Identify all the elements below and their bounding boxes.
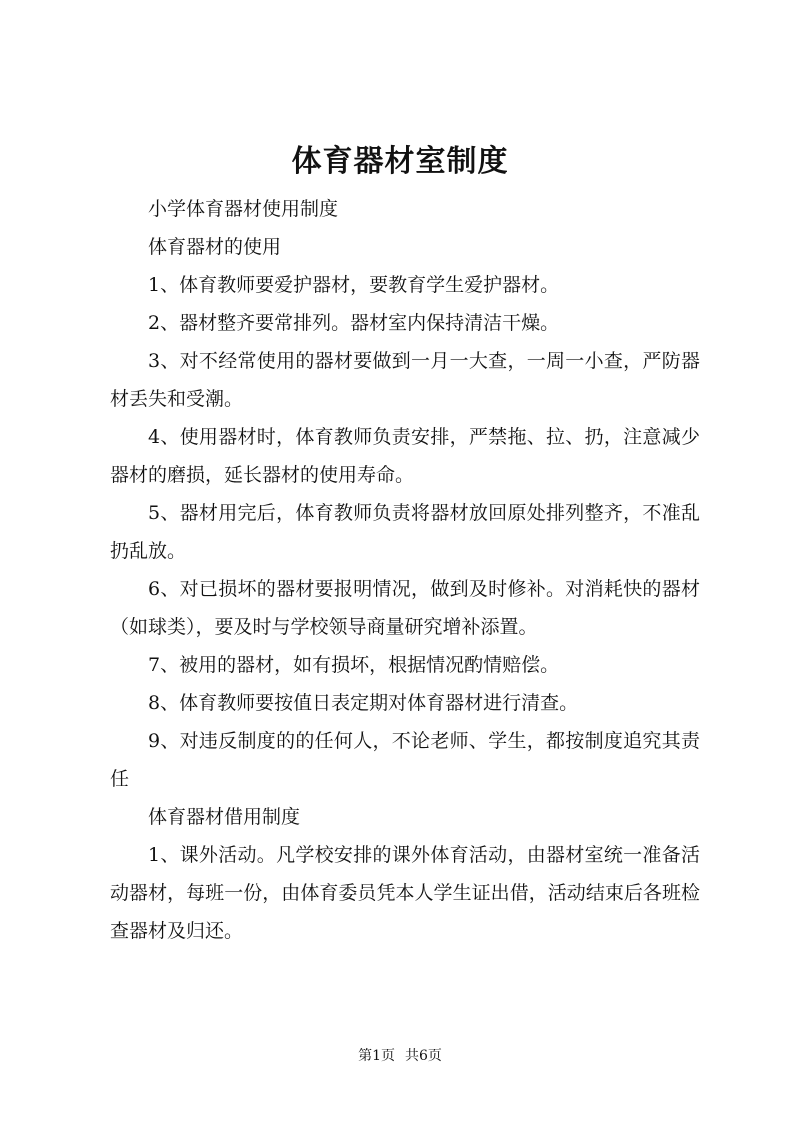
rule-item: 4、使用器材时，体育教师负责安排，严禁拖、拉、扔，注意减少器材的磨损，延长器材的使用寿命。 [110,426,700,486]
document-body [110,190,700,950]
rule-item: 1、课外活动。凡学校安排的课外体育活动，由器材室统一准备活动器材，每班一份，由体育委员凭本人学生证出借，活动结束后各班检查器材及归还。 [110,844,700,942]
page-footer [0,1046,800,1066]
page-number: 第1页 [358,1048,395,1064]
rule-item: 8、体育教师要按值日表定期对体育器材进行清查。 [148,692,579,714]
page-title: 体育器材室制度 [291,144,509,179]
section-heading: 小学体育器材使用制度 [148,198,339,220]
rule-item: 3、对不经常使用的器材要做到一月一大查，一周一小查，严防器材丢失和受潮。 [110,350,700,410]
section-heading: 体育器材借用制度 [148,806,301,828]
rule-item: 6、对已损坏的器材要报明情况，做到及时修补。对消耗快的器材（如球类），要及时与学校领导商量研究增补添置。 [110,578,700,638]
rule-item: 1、体育教师要爱护器材，要教育学生爱护器材。 [148,274,560,296]
rule-item: 7、被用的器材，如有损坏，根据情况酌情赔偿。 [148,654,560,676]
rule-item: 5、器材用完后，体育教师负责将器材放回原处排列整齐，不准乱扔乱放。 [110,502,700,562]
rule-item: 9、对违反制度的的任何人，不论老师、学生，都按制度追究其责任 [110,730,700,790]
page-total: 共6页 [405,1048,442,1064]
subsection-heading: 体育器材的使用 [148,236,282,258]
rule-item: 2、器材整齐要常排列。器材室内保持清洁干燥。 [148,312,560,334]
